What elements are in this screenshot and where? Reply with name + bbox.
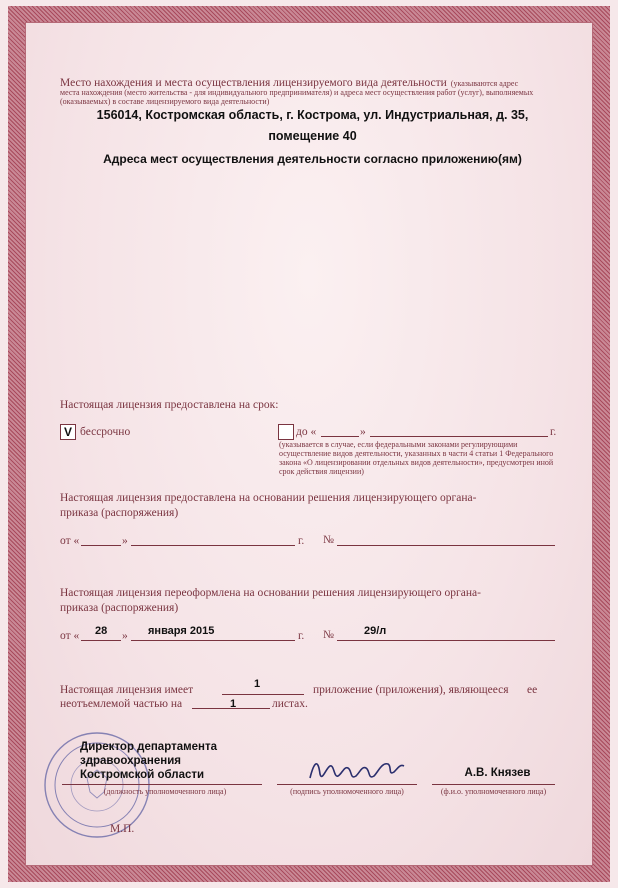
reissue-text-2: приказа (распоряжения) xyxy=(60,602,179,614)
reissue-text-1: Настоящая лицензия переоформлена на основании решения лицензирующего органа- xyxy=(60,587,481,599)
until-year-suffix: г. xyxy=(550,426,557,438)
until-month-line xyxy=(370,436,548,437)
indefinite-checkbox[interactable] xyxy=(60,424,76,440)
signature-icon xyxy=(300,752,410,788)
reissue-from-label: от « xyxy=(60,630,80,642)
address-line-2: помещение 40 xyxy=(268,129,357,143)
appendix-text-1a: Настоящая лицензия имеет xyxy=(60,684,194,696)
appendix-sheets: 1 xyxy=(230,698,237,710)
signer-position-3: Костромской области xyxy=(80,769,205,781)
signer-name: А.В. Князев xyxy=(464,767,531,779)
grant-text-1: Настоящая лицензия предоставлена на основании решения лицензирующего органа- xyxy=(60,492,477,504)
signer-position-2: здравоохранения xyxy=(80,755,182,767)
term-note-3: закона «О лицензировании отдельных видов деятельности», предусмотрен иной xyxy=(279,458,554,467)
location-header-main: Место нахождения и места осуществления лицензируемого вида деятельности xyxy=(60,77,447,89)
signer-position-1: Директор департамента xyxy=(80,741,217,753)
term-note-4: срок действия лицензии) xyxy=(279,467,364,476)
position-line xyxy=(62,784,262,785)
grant-text-2: приказа (распоряжения) xyxy=(60,507,179,519)
appendix-addresses-line: Адреса мест осуществления деятельности согласно приложению(ям) xyxy=(103,152,522,166)
reissue-number-line xyxy=(337,640,555,641)
location-note-2: места нахождения (место жительства - для индивидуального предпринимателя) и адреса мест осуществления работ (услуг), выполняемых xyxy=(60,88,534,97)
reissue-month-year: января 2015 xyxy=(148,625,215,637)
indefinite-label: бессрочно xyxy=(80,426,131,438)
reissue-month-line xyxy=(131,640,295,641)
term-note-2: осуществление видов деятельности, указанных в части 4 статьи 1 Федерального xyxy=(279,449,554,458)
term-heading: Настоящая лицензия предоставлена на срок: xyxy=(60,399,279,411)
signer-position xyxy=(80,740,217,782)
address-line-1: 156014, Костромская область, г. Кострома, ул. Индустриальная, д. 35, xyxy=(96,108,529,122)
reissue-number-label: № xyxy=(323,629,334,641)
appendix-text-1c: ее xyxy=(527,684,538,696)
appendix-count-line xyxy=(222,694,304,695)
signature-caption: (подпись уполномоченного лица) xyxy=(290,787,404,796)
position-caption: (должность уполномоченного лица) xyxy=(103,787,227,796)
until-date-checkbox[interactable] xyxy=(278,424,294,440)
reissue-number: 29/л xyxy=(364,625,387,637)
grant-quote-close: » xyxy=(122,535,128,547)
grant-number-line xyxy=(337,545,555,546)
grant-number-label: № xyxy=(323,534,334,546)
grant-month-line xyxy=(131,545,295,546)
grant-from-label: от « xyxy=(60,535,80,547)
stamp-label: М.П. xyxy=(110,823,135,835)
appendix-text-2b: листах. xyxy=(272,698,308,710)
reissue-day: 28 xyxy=(95,625,108,637)
location-note-3: (оказываемых) в составе лицензируемого вида деятельности) xyxy=(60,97,270,106)
grant-year-suffix: г. xyxy=(298,535,305,547)
until-label: до « xyxy=(296,426,317,438)
term-note xyxy=(279,440,557,476)
until-day-line xyxy=(321,436,359,437)
appendix-text-1b: приложение (приложения), являющееся xyxy=(313,684,509,696)
appendix-text-2a: неотъемлемой частью на xyxy=(60,698,183,710)
name-caption: (ф.и.о. уполномоченного лица) xyxy=(440,787,547,796)
reissue-day-line xyxy=(81,640,121,641)
signature-line xyxy=(277,784,417,785)
appendix-count: 1 xyxy=(254,678,261,690)
until-quote-close: » xyxy=(360,426,366,438)
name-line xyxy=(432,784,555,785)
grant-day-line xyxy=(81,545,121,546)
term-note-1: (указывается в случае, если федеральными законами регулирующими xyxy=(279,440,518,449)
check-mark: V xyxy=(64,425,73,439)
location-header-note: (указываются адрес xyxy=(450,79,519,88)
reissue-year-suffix: г. xyxy=(298,630,305,642)
reissue-quote-close: » xyxy=(122,630,128,642)
